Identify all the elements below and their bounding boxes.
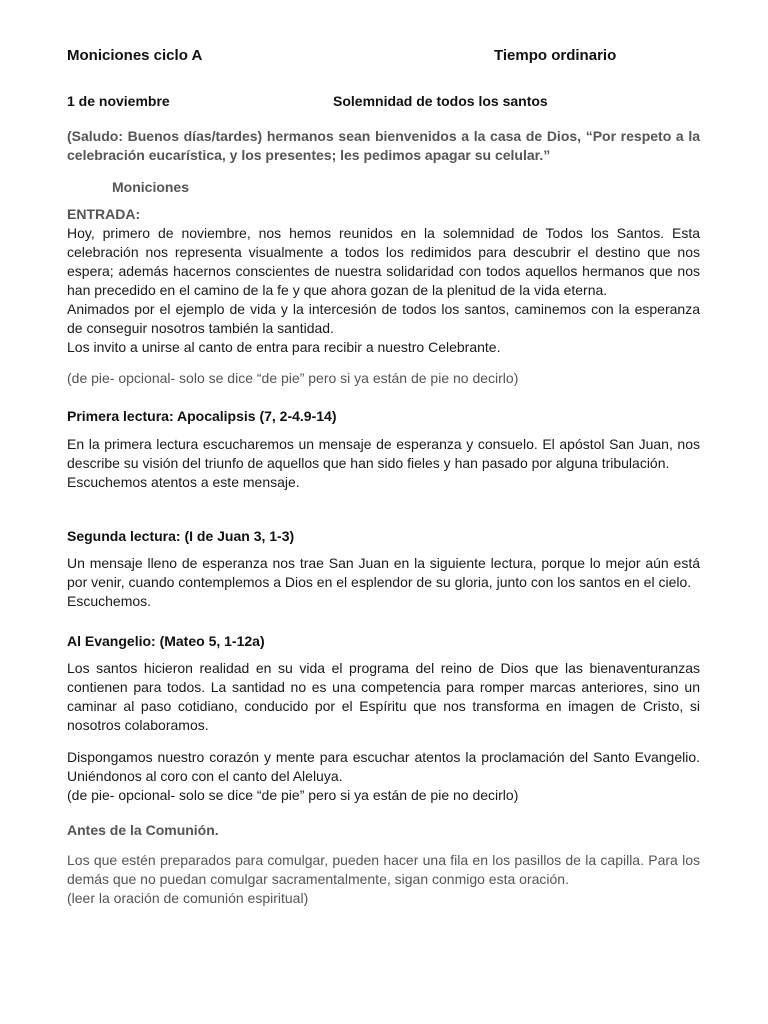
entrada-paragraph: Los invito a unirse al canto de entra para recibir a nuestro Celebrante.	[67, 339, 501, 355]
comunion-note: (leer la oración de comunión espiritual)	[67, 890, 309, 906]
comunion-paragraph: Los que estén preparados para comulgar, pueden hacer una fila en los pasillos de la capilla. Para los demás que no puedan comulgar sacramentalmente, sigan conmigo esta oración.	[67, 852, 700, 887]
segunda-paragraph: Un mensaje lleno de esperanza nos trae San Juan en la siguiente lectura, porque lo mejor aún está por venir, cuando contemplemos a Dios en el esplendor de su gloria, junto con los santos en el cielo.	[67, 555, 700, 590]
primera-paragraph: En la primera lectura escucharemos un mensaje de esperanza y consuelo. El apóstol San Juan, nos describe su visión del triunfo de aquellos que han sido fieles y han pasado por alguna tribulación.	[67, 436, 700, 471]
comunion-heading: Antes de la Comunión.	[67, 822, 219, 838]
feast-label: Solemnidad de todos los santos	[333, 93, 548, 109]
evangelio-heading: Al Evangelio: (Mateo 5, 1-12a)	[67, 633, 265, 649]
primera-paragraph: Escuchemos atentos a este mensaje.	[67, 474, 300, 490]
segunda-heading: Segunda lectura: (I de Juan 3, 1-3)	[67, 528, 295, 544]
primera-section	[67, 435, 700, 492]
segunda-paragraph: Escuchemos.	[67, 593, 152, 609]
entrada-section	[67, 205, 700, 357]
primera-heading: Primera lectura: Apocalipsis (7, 2-4.9-14)	[67, 408, 337, 424]
season-title: Tiempo ordinario	[494, 47, 617, 64]
entrada-heading: ENTRADA:	[67, 206, 141, 222]
segunda-section	[67, 554, 700, 611]
evangelio-paragraph: Dispongamos nuestro corazón y mente para escuchar atentos la proclamación del Santo Evangelio. Uniéndonos al coro con el canto del Aleluya.	[67, 749, 700, 784]
evangelio-section	[67, 748, 700, 805]
evangelio-paragraph: Los santos hicieron realidad en su vida el programa del reino de Dios que las bienaventuranzas contienen para todos. La santidad no es una competencia para romper marcas anteriores, sino un caminar al paso cotidiano, conducido por el Espíritu que nos transforma en imagen de Cristo, si nosotros colaboramos.	[67, 660, 700, 733]
doc-title: Moniciones ciclo A	[67, 47, 203, 64]
greeting-text: (Saludo: Buenos días/tardes) hermanos sean bienvenidos a la casa de Dios, “Por respeto a la celebración eucarística, y los presentes; les pedimos apagar su celular.”	[67, 128, 700, 163]
comunion-section	[67, 851, 700, 908]
date-label: 1 de noviembre	[67, 93, 170, 109]
entrada-note: (de pie- opcional- solo se dice “de pie” pero si ya están de pie no decirlo)	[67, 370, 519, 386]
evangelio-note: (de pie- opcional- solo se dice “de pie” pero si ya están de pie no decirlo)	[67, 787, 519, 803]
moniciones-label: Moniciones	[112, 179, 190, 195]
entrada-paragraph: Hoy, primero de noviembre, nos hemos reunidos en la solemnidad de Todos los Santos. Esta celebración nos representa visualmente a todos los redimidos para descubrir el destino que nos espera; además hacernos conscientes de nuestra solidaridad con todos aquellos hermanos que nos han precedido en el camino de la fe y que ahora gozan de la plenitud de la vida eterna.	[67, 225, 700, 298]
entrada-paragraph: Animados por el ejemplo de vida y la intercesión de todos los santos, caminemos con la esperanza de conseguir nosotros también la santidad.	[67, 301, 700, 336]
